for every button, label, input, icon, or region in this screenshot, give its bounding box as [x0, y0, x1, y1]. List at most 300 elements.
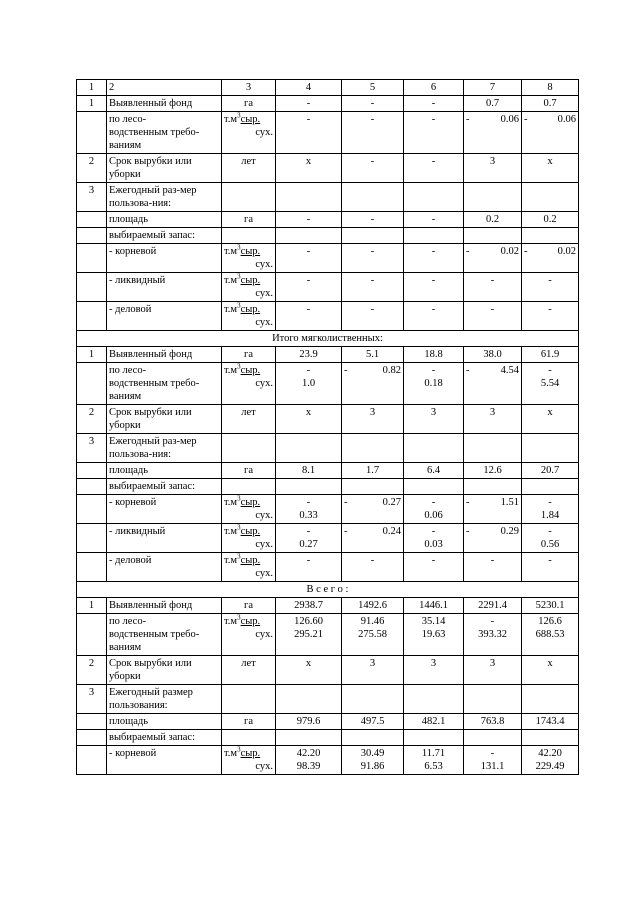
value-pair: [466, 245, 519, 258]
unit-top: $т.м^3сыр$.: [224, 362, 261, 376]
value-number: 0.06: [500, 114, 519, 125]
value-cell: 1743.4: [522, 714, 579, 730]
value-cell: [276, 479, 342, 495]
row-label: - деловой: [107, 302, 222, 331]
value-cell: x: [276, 154, 342, 183]
row-label: Ежегодный раз-мер пользова-ния:: [107, 434, 222, 463]
header-row: [77, 80, 579, 96]
value-cell: -: [276, 212, 342, 228]
value-cell: 482.1: [404, 714, 464, 730]
value-cell: -: [342, 112, 404, 154]
value-pair: [344, 496, 401, 509]
row-label: Ежегодный размер пользования:: [107, 685, 222, 714]
header-cell: 3: [222, 80, 276, 96]
value-cell: -: [404, 154, 464, 183]
value-cell: [522, 244, 579, 273]
value-cell: 0.7: [464, 96, 522, 112]
value-pair: [524, 113, 576, 126]
unit-bottom: сух.: [255, 568, 273, 579]
value-cell: 18.8: [404, 347, 464, 363]
row-unit: [222, 112, 276, 154]
value-cell: 497.5: [342, 714, 404, 730]
value-cell: x: [522, 405, 579, 434]
value-cell: -: [464, 302, 522, 331]
row-label: Выявленный фонд: [107, 347, 222, 363]
row-number: 3: [77, 434, 107, 463]
value-pair: [466, 496, 519, 509]
row-unit: [222, 228, 276, 244]
value-cell: 0.2: [522, 212, 579, 228]
value-cell: 979.6: [276, 714, 342, 730]
row-number: [77, 553, 107, 582]
value-cell: [342, 434, 404, 463]
value-dash: -: [344, 365, 348, 376]
value-cell: - 5.54: [522, 363, 579, 405]
value-number: 0.02: [500, 246, 519, 257]
value-cell: - 0.06: [404, 495, 464, 524]
value-cell: [404, 228, 464, 244]
value-cell: -: [276, 112, 342, 154]
row-number: [77, 730, 107, 746]
table-row: [77, 228, 579, 244]
unit-superscript: 3: [237, 272, 241, 281]
value-cell: [342, 685, 404, 714]
value-cell: 61.9: [522, 347, 579, 363]
value-cell: 3: [342, 656, 404, 685]
row-label: по лесо- водственным требо- ваниям: [107, 112, 222, 154]
row-unit: [222, 495, 276, 524]
unit-top: $т.м^3сыр$.: [224, 552, 261, 566]
value-cell: 2291.4: [464, 598, 522, 614]
row-unit: [222, 730, 276, 746]
value-number: 0.27: [382, 497, 401, 508]
value-cell: [464, 730, 522, 746]
value-cell: x: [276, 405, 342, 434]
value-cell: [464, 434, 522, 463]
unit-superscript: 3: [237, 745, 241, 754]
unit-top: $т.м^3сыр$.: [224, 301, 261, 315]
unit-top: $т.м^3сыр$.: [224, 111, 261, 125]
row-unit: лет: [222, 405, 276, 434]
value-cell: -: [342, 302, 404, 331]
value-cell: 126.60 295.21: [276, 614, 342, 656]
table-row: [77, 434, 579, 463]
value-cell: [342, 183, 404, 212]
unit-bottom: сух.: [255, 539, 273, 550]
header-cell: 4: [276, 80, 342, 96]
row-number: 1: [77, 347, 107, 363]
table-row: [77, 405, 579, 434]
value-pair: [466, 113, 519, 126]
row-number: [77, 228, 107, 244]
section-title: Итого мягколиственных:: [77, 331, 579, 347]
value-cell: -: [522, 273, 579, 302]
value-number: 1.51: [500, 497, 519, 508]
table-row: [77, 302, 579, 331]
unit-top: $т.м^3сыр$.: [224, 272, 261, 286]
row-unit: га: [222, 463, 276, 479]
row-number: [77, 746, 107, 775]
row-unit: лет: [222, 656, 276, 685]
value-cell: -: [342, 553, 404, 582]
row-label: - корневой: [107, 746, 222, 775]
value-cell: -: [342, 273, 404, 302]
unit-superscript: 3: [237, 552, 241, 561]
row-number: 2: [77, 656, 107, 685]
unit-superscript: 3: [237, 362, 241, 371]
value-dash: -: [524, 246, 528, 257]
value-cell: [522, 685, 579, 714]
row-number: [77, 495, 107, 524]
row-number: 1: [77, 96, 107, 112]
unit-top: $т.м^3сыр$.: [224, 494, 261, 508]
value-dash: -: [344, 526, 348, 537]
section-title-row: [77, 331, 579, 347]
value-cell: 3: [464, 656, 522, 685]
unit-superscript: 3: [237, 523, 241, 532]
table-row: [77, 656, 579, 685]
row-number: [77, 363, 107, 405]
row-label: выбираемый запас:: [107, 730, 222, 746]
table-row: [77, 96, 579, 112]
row-label: - ликвидный: [107, 273, 222, 302]
row-label: площадь: [107, 212, 222, 228]
value-cell: -: [404, 302, 464, 331]
table-body: [77, 80, 579, 775]
unit-underlined: сыр.: [240, 114, 261, 125]
row-number: [77, 463, 107, 479]
value-cell: [276, 685, 342, 714]
value-pair: [466, 525, 519, 538]
row-unit: [222, 746, 276, 775]
value-cell: [464, 524, 522, 553]
value-cell: -: [404, 244, 464, 273]
header-cell: 1: [77, 80, 107, 96]
unit-bottom: сух.: [255, 629, 273, 640]
value-number: 0.29: [500, 526, 519, 537]
value-cell: -: [404, 553, 464, 582]
row-number: 2: [77, 405, 107, 434]
value-cell: [522, 228, 579, 244]
value-cell: [404, 730, 464, 746]
value-cell: -: [276, 273, 342, 302]
row-unit: га: [222, 714, 276, 730]
row-label: - корневой: [107, 244, 222, 273]
value-cell: -: [276, 302, 342, 331]
value-cell: [464, 244, 522, 273]
row-label: по лесо- водственным требо- ваниям: [107, 363, 222, 405]
value-cell: 3: [464, 405, 522, 434]
value-cell: 23.9: [276, 347, 342, 363]
row-unit: [222, 553, 276, 582]
row-label: Срок вырубки или уборки: [107, 405, 222, 434]
value-dash: -: [466, 114, 470, 125]
unit-bottom: сух.: [255, 510, 273, 521]
value-cell: [464, 228, 522, 244]
header-cell: 8: [522, 80, 579, 96]
unit-underlined: сыр.: [240, 304, 261, 315]
value-cell: 30.49 91.86: [342, 746, 404, 775]
unit-superscript: 3: [237, 494, 241, 503]
row-number: [77, 524, 107, 553]
value-cell: 1446.1: [404, 598, 464, 614]
value-dash: -: [466, 365, 470, 376]
unit-underlined: сыр.: [240, 246, 261, 257]
value-cell: -: [464, 273, 522, 302]
row-unit: [222, 434, 276, 463]
value-cell: [522, 112, 579, 154]
value-cell: [276, 730, 342, 746]
row-unit: га: [222, 96, 276, 112]
value-cell: - 131.1: [464, 746, 522, 775]
value-cell: 126.6 688.53: [522, 614, 579, 656]
row-unit: [222, 614, 276, 656]
value-dash: -: [466, 526, 470, 537]
value-number: 0.06: [557, 114, 576, 125]
unit-underlined: сыр.: [240, 497, 261, 508]
forest-fund-table: [76, 79, 579, 775]
value-cell: 42.20 229.49: [522, 746, 579, 775]
value-cell: -: [404, 96, 464, 112]
value-cell: -: [276, 244, 342, 273]
row-number: [77, 479, 107, 495]
value-dash: -: [466, 497, 470, 508]
row-number: [77, 614, 107, 656]
unit-underlined: сыр.: [240, 616, 261, 627]
value-cell: [464, 495, 522, 524]
table-row: [77, 495, 579, 524]
value-cell: -: [522, 553, 579, 582]
table-row: [77, 347, 579, 363]
unit-bottom: сух.: [255, 259, 273, 270]
value-cell: - 393.32: [464, 614, 522, 656]
row-number: [77, 244, 107, 273]
table-row: [77, 714, 579, 730]
unit-top: $т.м^3сыр$.: [224, 613, 261, 627]
value-cell: 20.7: [522, 463, 579, 479]
table-row: [77, 730, 579, 746]
row-unit: га: [222, 212, 276, 228]
table-row: [77, 463, 579, 479]
value-cell: [522, 479, 579, 495]
value-pair: [344, 525, 401, 538]
table-row: [77, 154, 579, 183]
table-row: [77, 363, 579, 405]
value-cell: - 0.27: [276, 524, 342, 553]
row-number: [77, 112, 107, 154]
row-unit: лет: [222, 154, 276, 183]
row-label: Выявленный фонд: [107, 96, 222, 112]
row-unit: [222, 244, 276, 273]
unit-superscript: 3: [237, 111, 241, 120]
value-cell: -: [464, 553, 522, 582]
value-cell: 0.2: [464, 212, 522, 228]
value-cell: 11.71 6.53: [404, 746, 464, 775]
header-cell: 5: [342, 80, 404, 96]
value-cell: [464, 363, 522, 405]
row-label: площадь: [107, 714, 222, 730]
row-number: [77, 212, 107, 228]
unit-top: $т.м^3сыр$.: [224, 523, 261, 537]
value-cell: [522, 730, 579, 746]
row-number: [77, 273, 107, 302]
value-cell: -: [342, 212, 404, 228]
unit-underlined: сыр.: [240, 555, 261, 566]
value-dash: -: [344, 497, 348, 508]
table-row: [77, 598, 579, 614]
value-cell: -: [404, 112, 464, 154]
header-cell: 7: [464, 80, 522, 96]
table-row: [77, 479, 579, 495]
table-row: [77, 685, 579, 714]
row-label: площадь: [107, 463, 222, 479]
value-cell: 35.14 19.63: [404, 614, 464, 656]
value-cell: - 0.33: [276, 495, 342, 524]
unit-superscript: 3: [237, 243, 241, 252]
value-cell: -: [404, 212, 464, 228]
row-label: - деловой: [107, 553, 222, 582]
unit-bottom: сух.: [255, 288, 273, 299]
value-number: 4.54: [500, 365, 519, 376]
value-dash: -: [524, 114, 528, 125]
table-row: [77, 183, 579, 212]
row-unit: [222, 479, 276, 495]
value-cell: x: [522, 154, 579, 183]
unit-bottom: сух.: [255, 127, 273, 138]
value-pair: [344, 364, 401, 377]
value-cell: 12.6: [464, 463, 522, 479]
row-unit: га: [222, 598, 276, 614]
value-cell: [522, 183, 579, 212]
value-cell: [522, 434, 579, 463]
value-cell: 3: [464, 154, 522, 183]
value-cell: [404, 434, 464, 463]
value-cell: [276, 434, 342, 463]
value-cell: 0.7: [522, 96, 579, 112]
value-cell: 1492.6: [342, 598, 404, 614]
value-cell: x: [276, 656, 342, 685]
value-cell: [464, 183, 522, 212]
value-cell: [342, 730, 404, 746]
value-cell: [464, 479, 522, 495]
value-cell: 3: [404, 405, 464, 434]
row-label: Ежегодный раз-мер пользова-ния:: [107, 183, 222, 212]
value-number: 0.82: [382, 365, 401, 376]
value-cell: - 0.18: [404, 363, 464, 405]
table-row: [77, 273, 579, 302]
row-number: [77, 302, 107, 331]
row-number: 3: [77, 183, 107, 212]
value-cell: -: [404, 273, 464, 302]
row-unit: [222, 302, 276, 331]
value-cell: - 0.56: [522, 524, 579, 553]
row-number: 3: [77, 685, 107, 714]
value-cell: - 1.0: [276, 363, 342, 405]
value-cell: - 1.84: [522, 495, 579, 524]
unit-superscript: 3: [237, 613, 241, 622]
value-cell: [404, 685, 464, 714]
value-cell: [404, 479, 464, 495]
table-row: [77, 746, 579, 775]
value-pair: [466, 364, 519, 377]
value-cell: [342, 524, 404, 553]
value-cell: -: [342, 154, 404, 183]
value-cell: [342, 363, 404, 405]
value-cell: 3: [404, 656, 464, 685]
value-cell: [464, 112, 522, 154]
value-number: 0.02: [557, 246, 576, 257]
row-label: выбираемый запас:: [107, 228, 222, 244]
table-row: [77, 244, 579, 273]
row-label: Выявленный фонд: [107, 598, 222, 614]
row-label: Срок вырубки или уборки: [107, 154, 222, 183]
value-dash: -: [466, 246, 470, 257]
unit-bottom: сух.: [255, 317, 273, 328]
value-cell: -: [276, 553, 342, 582]
unit-underlined: сыр.: [240, 275, 261, 286]
row-label: Срок вырубки или уборки: [107, 656, 222, 685]
value-cell: 5230.1: [522, 598, 579, 614]
section-title: В с е г о :: [77, 582, 579, 598]
value-cell: -: [522, 302, 579, 331]
unit-underlined: сыр.: [240, 526, 261, 537]
value-number: 0.24: [382, 526, 401, 537]
value-cell: 1.7: [342, 463, 404, 479]
table-row: [77, 524, 579, 553]
row-number: 2: [77, 154, 107, 183]
value-cell: 42.20 98.39: [276, 746, 342, 775]
value-cell: [342, 495, 404, 524]
unit-bottom: сух.: [255, 761, 273, 772]
value-cell: 3: [342, 405, 404, 434]
value-cell: [276, 228, 342, 244]
value-cell: - 0.03: [404, 524, 464, 553]
table-row: [77, 212, 579, 228]
unit-underlined: сыр.: [240, 365, 261, 376]
row-label: по лесо- водственным требо- ваниям: [107, 614, 222, 656]
row-unit: [222, 273, 276, 302]
value-cell: 38.0: [464, 347, 522, 363]
unit-top: $т.м^3сыр$.: [224, 243, 261, 257]
section-title-row: [77, 582, 579, 598]
value-cell: [342, 228, 404, 244]
value-cell: [464, 685, 522, 714]
unit-underlined: сыр.: [240, 748, 261, 759]
unit-superscript: 3: [237, 301, 241, 310]
table-row: [77, 614, 579, 656]
row-label: выбираемый запас:: [107, 479, 222, 495]
row-number: [77, 714, 107, 730]
unit-top: $т.м^3сыр$.: [224, 745, 261, 759]
value-cell: 91.46 275.58: [342, 614, 404, 656]
value-cell: -: [342, 96, 404, 112]
table-row: [77, 112, 579, 154]
value-cell: x: [522, 656, 579, 685]
value-cell: -: [342, 244, 404, 273]
value-cell: [342, 479, 404, 495]
row-unit: [222, 183, 276, 212]
header-cell: 6: [404, 80, 464, 96]
header-cell: 2: [107, 80, 222, 96]
unit-bottom: сух.: [255, 378, 273, 389]
value-cell: 6.4: [404, 463, 464, 479]
row-unit: га: [222, 347, 276, 363]
row-unit: [222, 363, 276, 405]
table-row: [77, 553, 579, 582]
value-cell: -: [276, 96, 342, 112]
value-cell: 5.1: [342, 347, 404, 363]
row-label: - корневой: [107, 495, 222, 524]
